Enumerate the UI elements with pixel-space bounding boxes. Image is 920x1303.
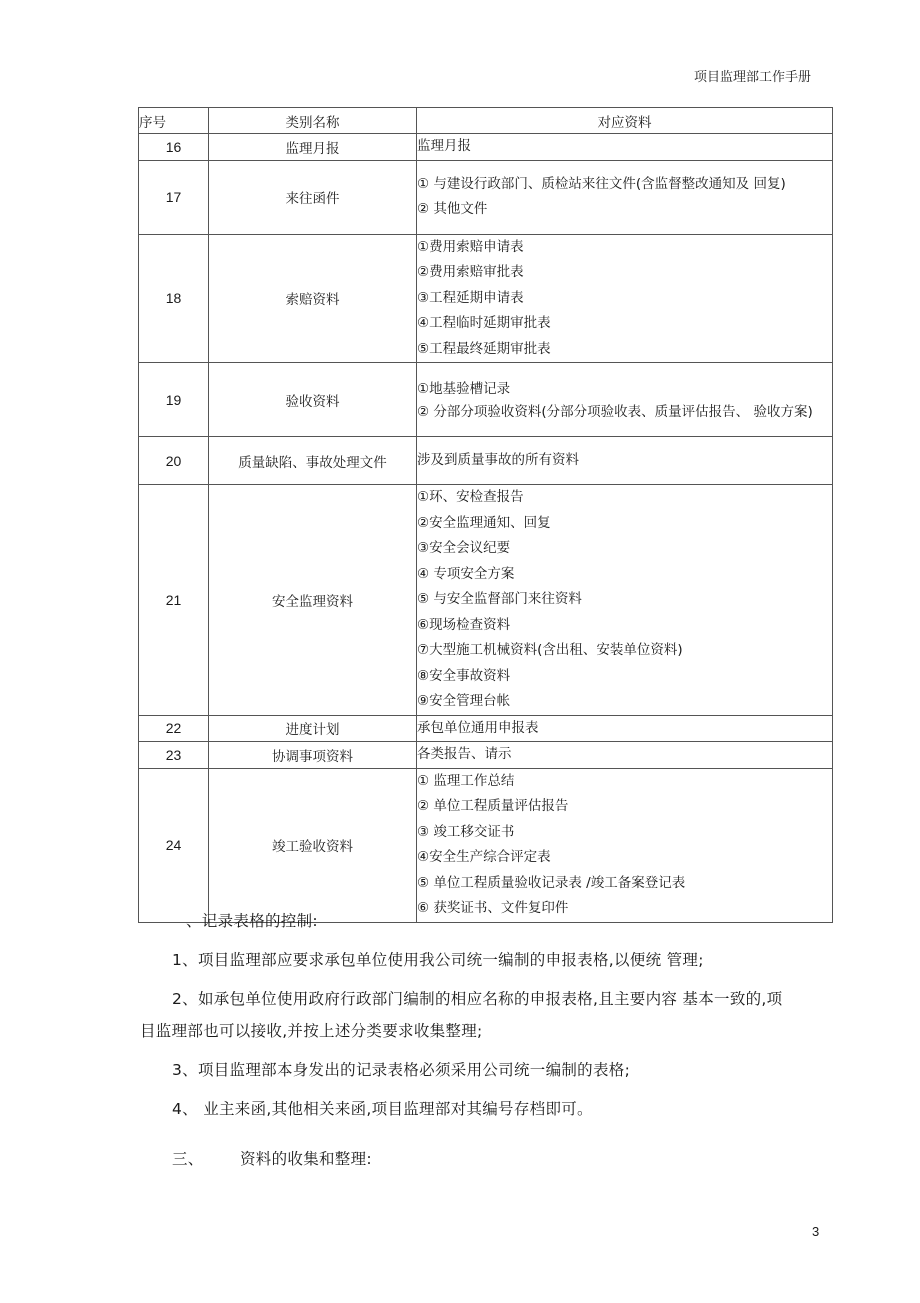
resource-item: ④安全生产综合评定表 (417, 849, 551, 865)
header-title: 项目监理部工作手册 (694, 70, 812, 85)
row-num: 24 (139, 768, 209, 922)
resource-item: ②安全监理通知、回复 (417, 514, 551, 531)
resource-item: ⑥现场检查资料 (417, 616, 511, 633)
table-row (139, 742, 833, 769)
resource-item: 承包单位通用申报表 (417, 719, 539, 736)
resource-item: ② 分部分项验收资料(分部分项验收表、质量评估报告、 验收方案) (417, 404, 813, 421)
row-resources (417, 234, 833, 363)
row-num: 20 (139, 437, 209, 485)
row-num: 17 (139, 160, 209, 234)
resource-item: ⑧安全事故资料 (417, 667, 511, 684)
row-num: 18 (139, 234, 209, 363)
resource-item: ③工程延期申请表 (417, 289, 524, 306)
table-header-row (139, 108, 833, 134)
resource-item: ②费用索赔审批表 (417, 264, 524, 280)
resource-item: ③安全会议纪要 (417, 540, 511, 556)
resource-item: ③ 竣工移交证书 (417, 823, 515, 840)
table-row (139, 160, 833, 234)
table-row (139, 363, 833, 437)
row-category: 来往函件 (209, 160, 417, 234)
row-resources (417, 437, 833, 485)
row-num: 23 (139, 742, 209, 769)
table-row (139, 485, 833, 716)
resource-item: ①费用索赔申请表 (417, 238, 524, 255)
row-resources (417, 715, 833, 742)
resource-item: ⑤ 单位工程质量验收记录表 /竣工备案登记表 (417, 874, 686, 891)
row-category: 索赔资料 (209, 234, 417, 363)
row-category: 监理月报 (209, 134, 417, 161)
table-row (139, 134, 833, 161)
resource-item: ⑥ 获奖证书、文件复印件 (417, 900, 569, 916)
row-num: 19 (139, 363, 209, 437)
row-resources (417, 134, 833, 161)
page-number: 3 (812, 1224, 820, 1239)
resource-item: ①地基验槽记录 (417, 380, 511, 397)
header-resources: 对应资料 (417, 108, 833, 134)
row-num: 16 (139, 134, 209, 161)
row-num: 21 (139, 485, 209, 716)
resource-item: 涉及到质量事故的所有资料 (417, 451, 579, 468)
resource-table (138, 107, 833, 923)
paragraph-3: 3、项目监理部本身发出的记录表格必须采用公司统一编制的表格; (172, 1061, 631, 1079)
section-three-number: 三、 (172, 1150, 204, 1168)
header-category: 类别名称 (209, 108, 417, 134)
row-resources (417, 742, 833, 769)
paragraph-2a: 2、如承包单位使用政府行政部门编制的相应名称的申报表格,且主要内容 基本一致的,项 (172, 990, 783, 1008)
table-row (139, 768, 833, 922)
resource-item: ② 单位工程质量评估报告 (417, 798, 569, 814)
row-resources (417, 160, 833, 234)
row-resources (417, 363, 833, 437)
table-row (139, 715, 833, 742)
section-two-heading: 、记录表格的控制: (186, 912, 318, 930)
resource-item: ⑤工程最终延期审批表 (417, 340, 551, 357)
resource-item: ④工程临时延期审批表 (417, 315, 551, 331)
resource-item: ④ 专项安全方案 (417, 565, 515, 582)
paragraph-2b: 目监理部也可以接收,并按上述分类要求收集整理; (140, 1022, 483, 1040)
resource-item: ⑤ 与安全监督部门来往资料 (417, 591, 582, 607)
resource-item: ① 与建设行政部门、质检站来往文件(含监督整改通知及 回复) (417, 175, 786, 192)
resource-item: 各类报告、请示 (417, 746, 512, 762)
row-category: 竣工验收资料 (209, 768, 417, 922)
row-category: 验收资料 (209, 363, 417, 437)
row-category: 进度计划 (209, 715, 417, 742)
resource-item: ① 监理工作总结 (417, 772, 515, 789)
resource-item: ①环、安检查报告 (417, 489, 524, 505)
row-category: 质量缺陷、事故处理文件 (209, 437, 417, 485)
row-num: 22 (139, 715, 209, 742)
paragraph-4: 4、 业主来函,其他相关来函,项目监理部对其编号存档即可。 (172, 1100, 593, 1118)
paragraph-1: 1、项目监理部应要求承包单位使用我公司统一编制的申报表格,以便统 管理; (172, 951, 704, 969)
row-resources (417, 485, 833, 716)
row-category: 安全监理资料 (209, 485, 417, 716)
table-row (139, 234, 833, 363)
row-category: 协调事项资料 (209, 742, 417, 769)
table-row (139, 437, 833, 485)
header-num: 序号 (139, 108, 209, 134)
row-resources (417, 768, 833, 922)
section-three-title: 资料的收集和整理: (240, 1150, 372, 1168)
resource-item: ② 其他文件 (417, 201, 488, 217)
resource-item: 监理月报 (417, 138, 471, 154)
resource-item: ⑦大型施工机械资料(含出租、安装单位资料) (417, 642, 683, 658)
resource-item: ⑨安全管理台帐 (417, 693, 511, 709)
